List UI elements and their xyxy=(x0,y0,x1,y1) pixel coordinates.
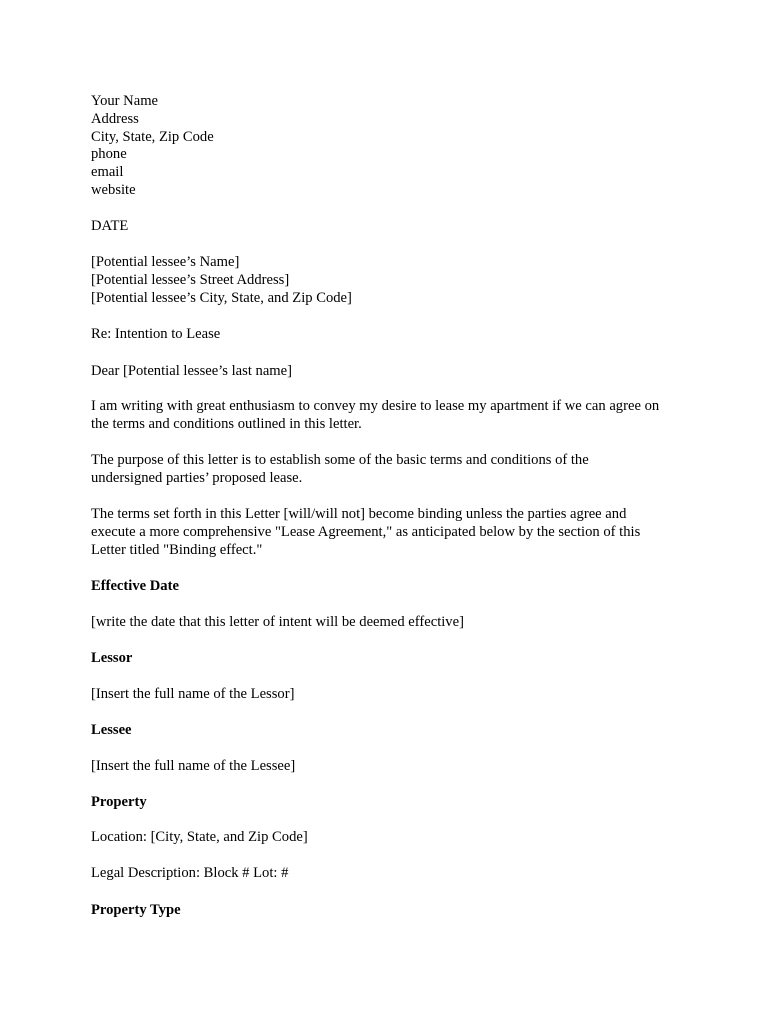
recipient-street: [Potential lessee’s Street Address] xyxy=(91,271,290,288)
recipient-city-state-zip: [Potential lessee’s City, State, and Zip Code] xyxy=(91,289,352,306)
sender-block xyxy=(91,93,691,200)
section-heading: Property Type xyxy=(91,902,181,918)
section-body: [Insert the full name of the Lessor] xyxy=(91,686,295,702)
lessee-body xyxy=(91,758,691,776)
heading-property xyxy=(91,794,691,812)
paragraph-line: Letter titled "Binding effect." xyxy=(91,541,263,558)
sender-city-state-zip: City, State, Zip Code xyxy=(91,128,214,145)
section-heading: Property xyxy=(91,794,147,810)
section-body: [write the date that this letter of intent will be deemed effective] xyxy=(91,614,464,630)
paragraph-intro xyxy=(91,398,691,434)
date-line xyxy=(91,218,691,236)
recipient-name: [Potential lessee’s Name] xyxy=(91,254,240,270)
sender-address: Address xyxy=(91,110,139,127)
paragraph-line: The terms set forth in this Letter [will/will not] become binding unless the parties agree and xyxy=(91,506,627,522)
letter-subject: Re: Intention to Lease xyxy=(91,326,221,342)
property-location xyxy=(91,829,691,847)
section-body: [Insert the full name of the Lessee] xyxy=(91,758,296,774)
paragraph-line: undersigned parties’ proposed lease. xyxy=(91,469,303,486)
section-body: Legal Description: Block # Lot: # xyxy=(91,865,289,881)
heading-property-type xyxy=(91,902,691,920)
property-legal-description xyxy=(91,865,691,883)
effective-date-body xyxy=(91,614,691,632)
sender-website: website xyxy=(91,181,136,198)
paragraph-line: The purpose of this letter is to establish some of the basic terms and conditions of the xyxy=(91,452,589,468)
sender-phone: phone xyxy=(91,146,127,163)
salutation-line xyxy=(91,363,691,381)
paragraph-line: the terms and conditions outlined in this letter. xyxy=(91,415,362,432)
sender-email: email xyxy=(91,164,124,181)
paragraph-line: execute a more comprehensive "Lease Agreement," as anticipated below by the section of this xyxy=(91,523,641,540)
letter-salutation: Dear [Potential lessee’s last name] xyxy=(91,363,292,379)
sender-name: Your Name xyxy=(91,93,159,109)
section-heading: Effective Date xyxy=(91,578,179,594)
heading-effective-date xyxy=(91,578,691,596)
section-body: Location: [City, State, and Zip Code] xyxy=(91,829,308,845)
letter-date: DATE xyxy=(91,218,129,234)
paragraph-binding xyxy=(91,506,691,559)
heading-lessor xyxy=(91,650,691,668)
lessor-body xyxy=(91,686,691,704)
paragraph-purpose xyxy=(91,452,691,488)
heading-lessee xyxy=(91,722,691,740)
recipient-block xyxy=(91,254,691,307)
section-heading: Lessor xyxy=(91,650,133,666)
subject-line xyxy=(91,326,691,344)
paragraph-line: I am writing with great enthusiasm to convey my desire to lease my apartment if we can agree on xyxy=(91,398,660,414)
section-heading: Lessee xyxy=(91,722,132,738)
